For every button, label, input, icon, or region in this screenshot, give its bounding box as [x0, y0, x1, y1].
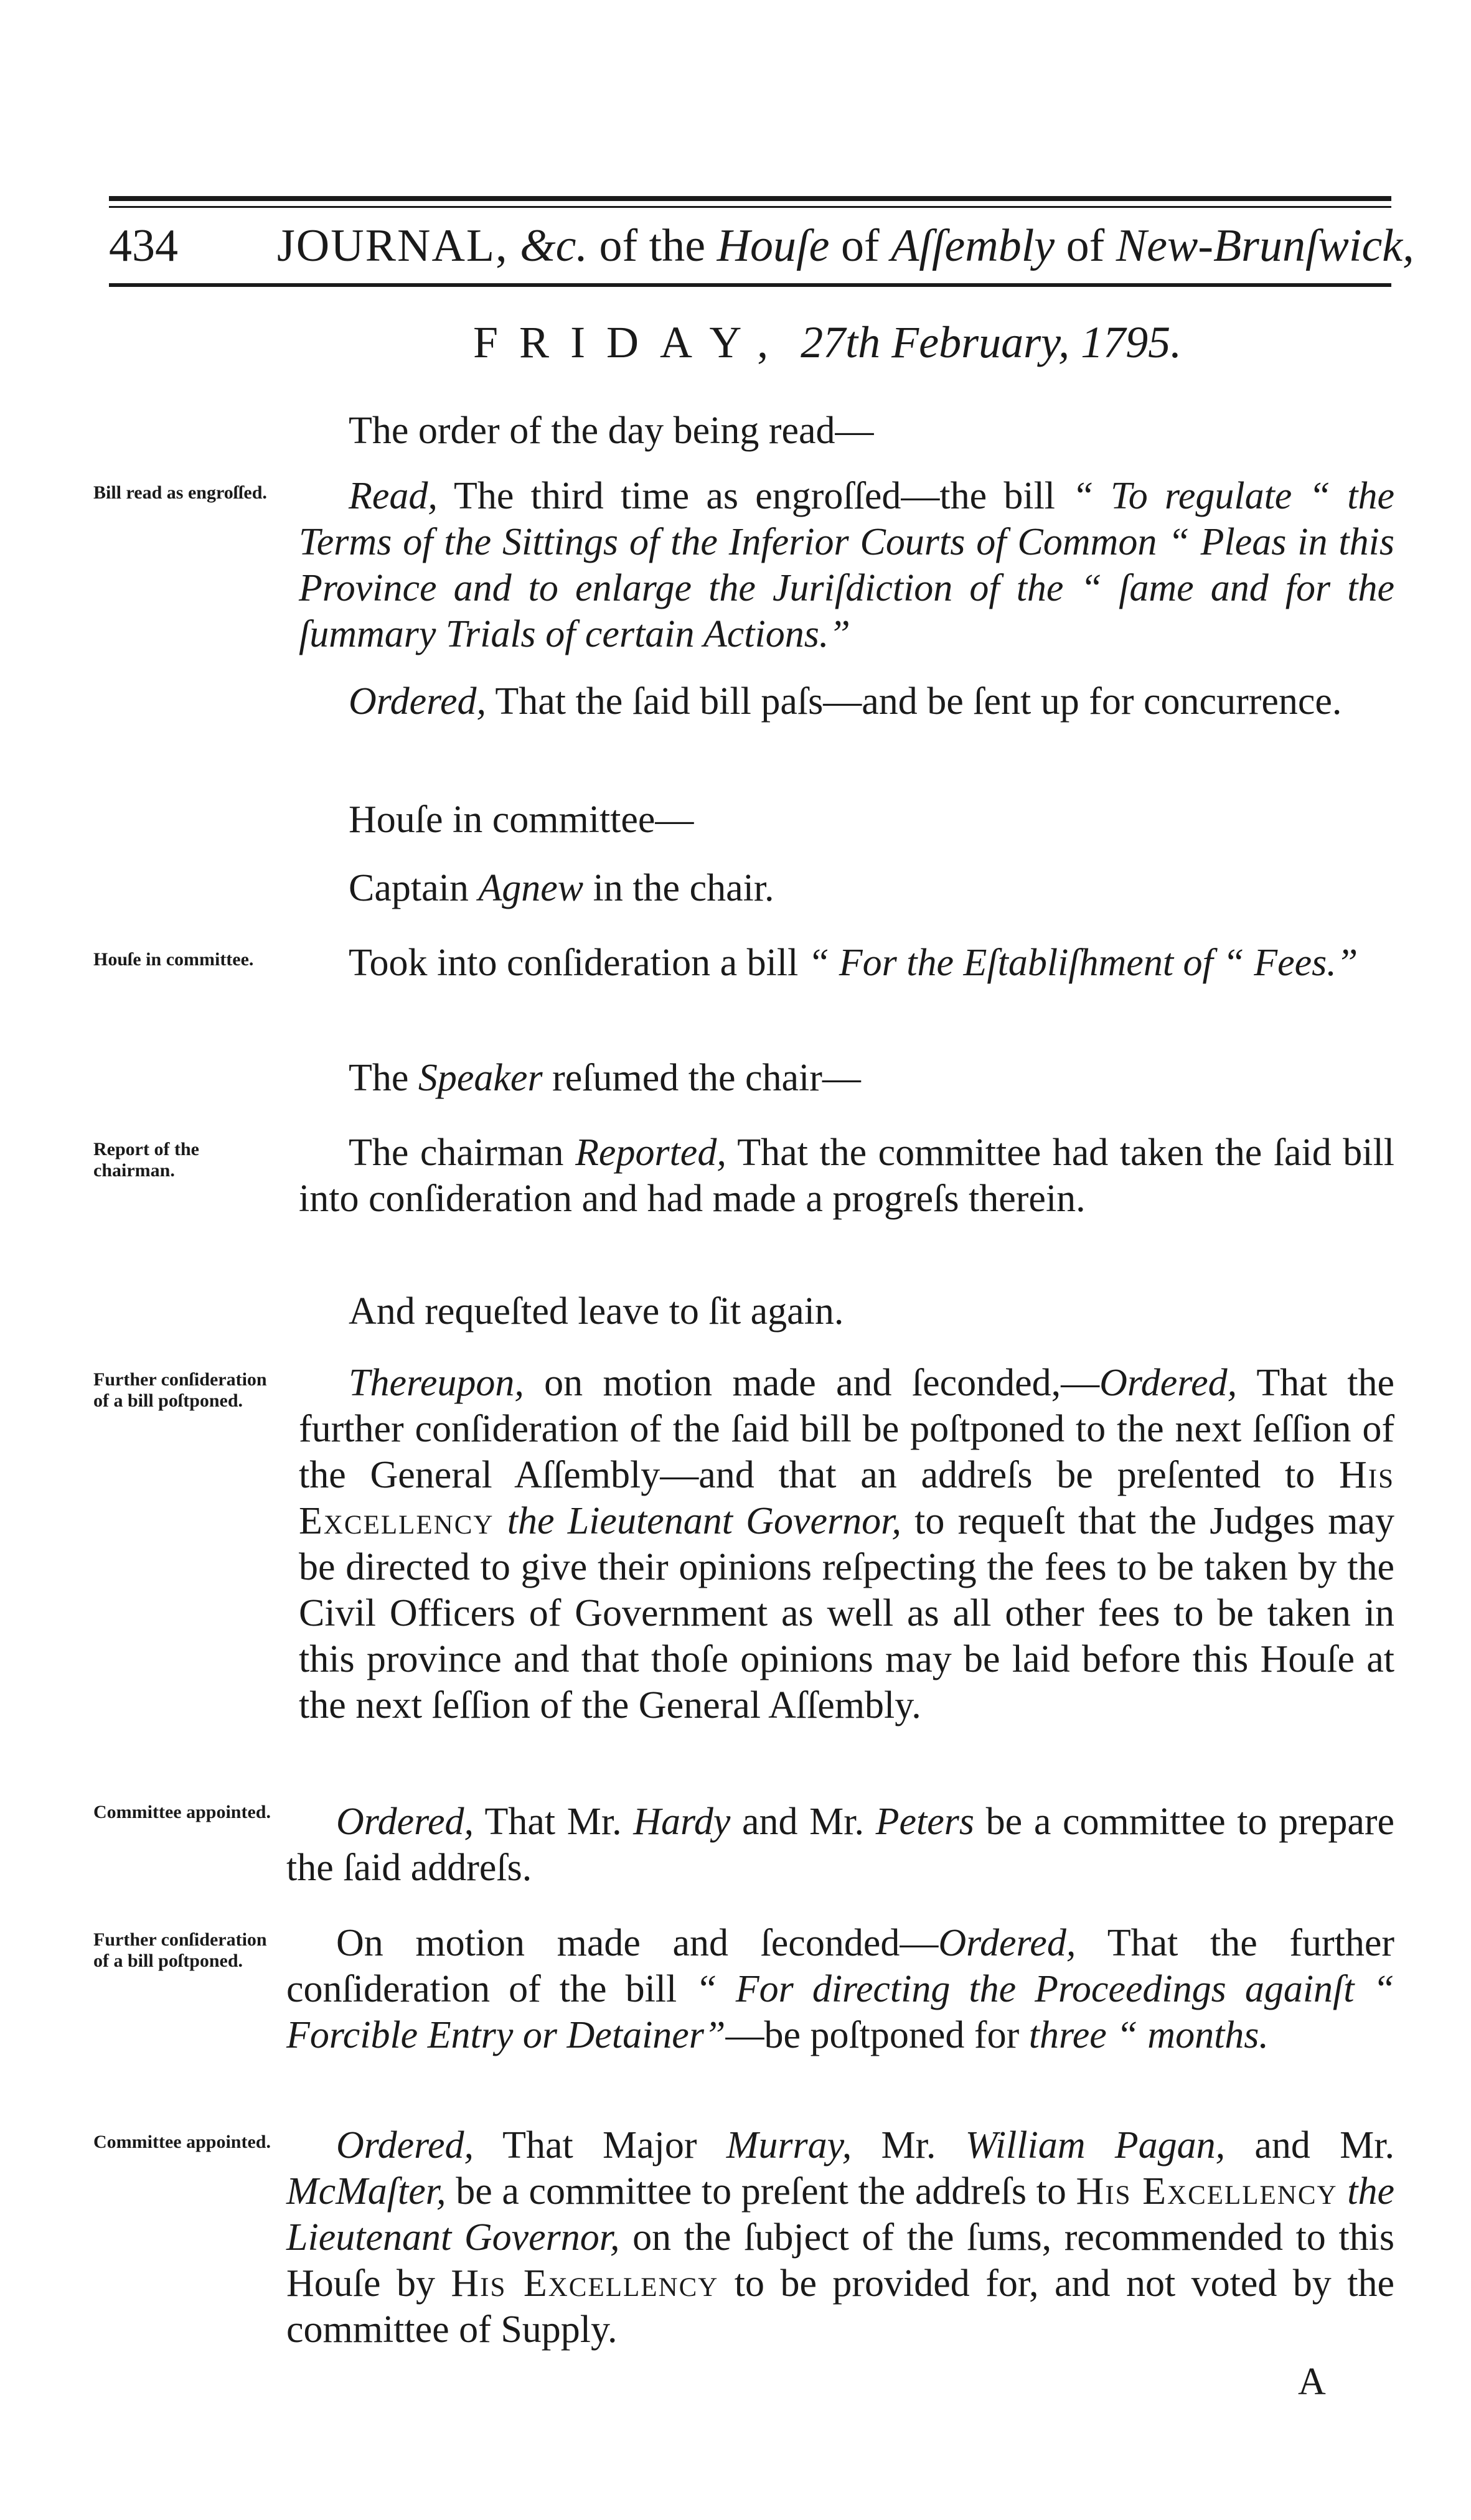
paragraph-speaker-resumed: The Speaker reſumed the chair—: [349, 1057, 861, 1099]
house-word: Houſe: [717, 220, 830, 271]
paragraph-chairman-report: The chairman Reported, That the committee had taken the ſaid bill into conſideration and had made a progreſs therein.: [299, 1131, 1394, 1220]
paragraph-thereupon: Thereupon, on motion made and ſeconded,—Ordered, That the further conſideration of the ſaid bill be poſtponed to the next ſeſſion of the General Aſſembly—and that an addreſs be preſented to His Excellency the Lieutenant Governor, to requeſt that the Judges may be directed to give their opinions reſpecting the fees to be taken by the Civil Officers of Government as well as all other fees to be taken in this province and that thoſe opinions may be laid before this Houſe at the next ſeſſion of the General Aſſembly.: [299, 1362, 1394, 1726]
journal-word: JOURNAL,: [277, 220, 509, 271]
weekday: FRIDAY,: [473, 317, 790, 367]
paragraph-leave-to-sit: And requeſted leave to ſit again.: [349, 1290, 844, 1333]
journal-title: JOURNAL, &c. of the Houſe of Aſſembly of New-Brunſwick,: [277, 220, 1414, 271]
margin-note-further-1: Further conſideration of a bill poſtponed.: [93, 1369, 267, 1411]
paragraph-house-in-committee: Houſe in committee—: [349, 799, 694, 841]
running-head: [109, 212, 1414, 280]
margin-note-committee-1: Committee appointed.: [93, 1802, 271, 1822]
margin-note-report: Report of the chairman.: [93, 1139, 199, 1181]
margin-note-committee-2: Committee appointed.: [93, 2132, 271, 2152]
paragraph-third-reading: Read, The third time as engroſſed—the bill “ To regulate “ the Terms of the Sittings of the Inferior Courts of Common “ Pleas in this Province and to enlarge the Juriſdiction of the “ ſame and for the ſummary Trials of certain Actions.”: [299, 475, 1395, 655]
paragraph-pass-bill: Ordered, That the ſaid bill paſs—and be ſent up for concurrence.: [349, 680, 1342, 723]
date: 27th February, 1795.: [801, 317, 1182, 367]
paragraph-supply-committee: Ordered, That Major Murray, Mr. William Pagan, and Mr. McMaſter, be a committee to preſent the addreſs to His Excellency the Lieutenant Governor, on the ſubject of the ſums, recommended to this Houſe by His Excellency to be provided for, and not voted by the committee of Supply.: [286, 2124, 1395, 2351]
paragraph-fees-bill: Took into conſideration a bill “ For the Eſtabliſhment of “ Fees.”: [349, 942, 1358, 984]
page-number: 434: [109, 220, 178, 271]
margin-note-further-2: Further conſideration of a bill poſtponed.: [93, 1929, 267, 1971]
header-rule-thin: [109, 206, 1391, 208]
paragraph-order-read: The order of the day being read—: [349, 410, 874, 452]
margin-note-bill-read: Bill read as engroſſed.: [93, 482, 267, 503]
bill-title: “ To regulate “ the Terms of the Sittings of the Inferior Courts of Common “ Pleas in this Province and to enlarge the Juriſdiction of the “ ſame and for the ſummary Trials of certain Actions.”: [299, 475, 1395, 655]
etc-word: &c.: [520, 220, 588, 271]
assembly-word: Aſſembly: [891, 220, 1055, 271]
margin-note-house-committee: Houſe in committee.: [93, 949, 254, 970]
header-rule-bottom: [109, 283, 1391, 287]
paragraph-forcible-entry: On motion made and ſeconded—Ordered, That the further conſideration of the bill “ For directing the Proceedings againſt “ Forcible Entry or Detainer”—be poſtponed for three “ months.: [286, 1922, 1394, 2056]
catchword: A: [1298, 2361, 1326, 2403]
paragraph-chair: Captain Agnew in the chair.: [349, 867, 774, 909]
province-word: New-Brunſwick,: [1116, 220, 1414, 271]
paragraph-address-committee: Ordered, That Mr. Hardy and Mr. Peters be a committee to prepare the ſaid addreſs.: [286, 1801, 1395, 1889]
header-rule-thick: [109, 196, 1391, 201]
day-heading: [473, 311, 1182, 373]
